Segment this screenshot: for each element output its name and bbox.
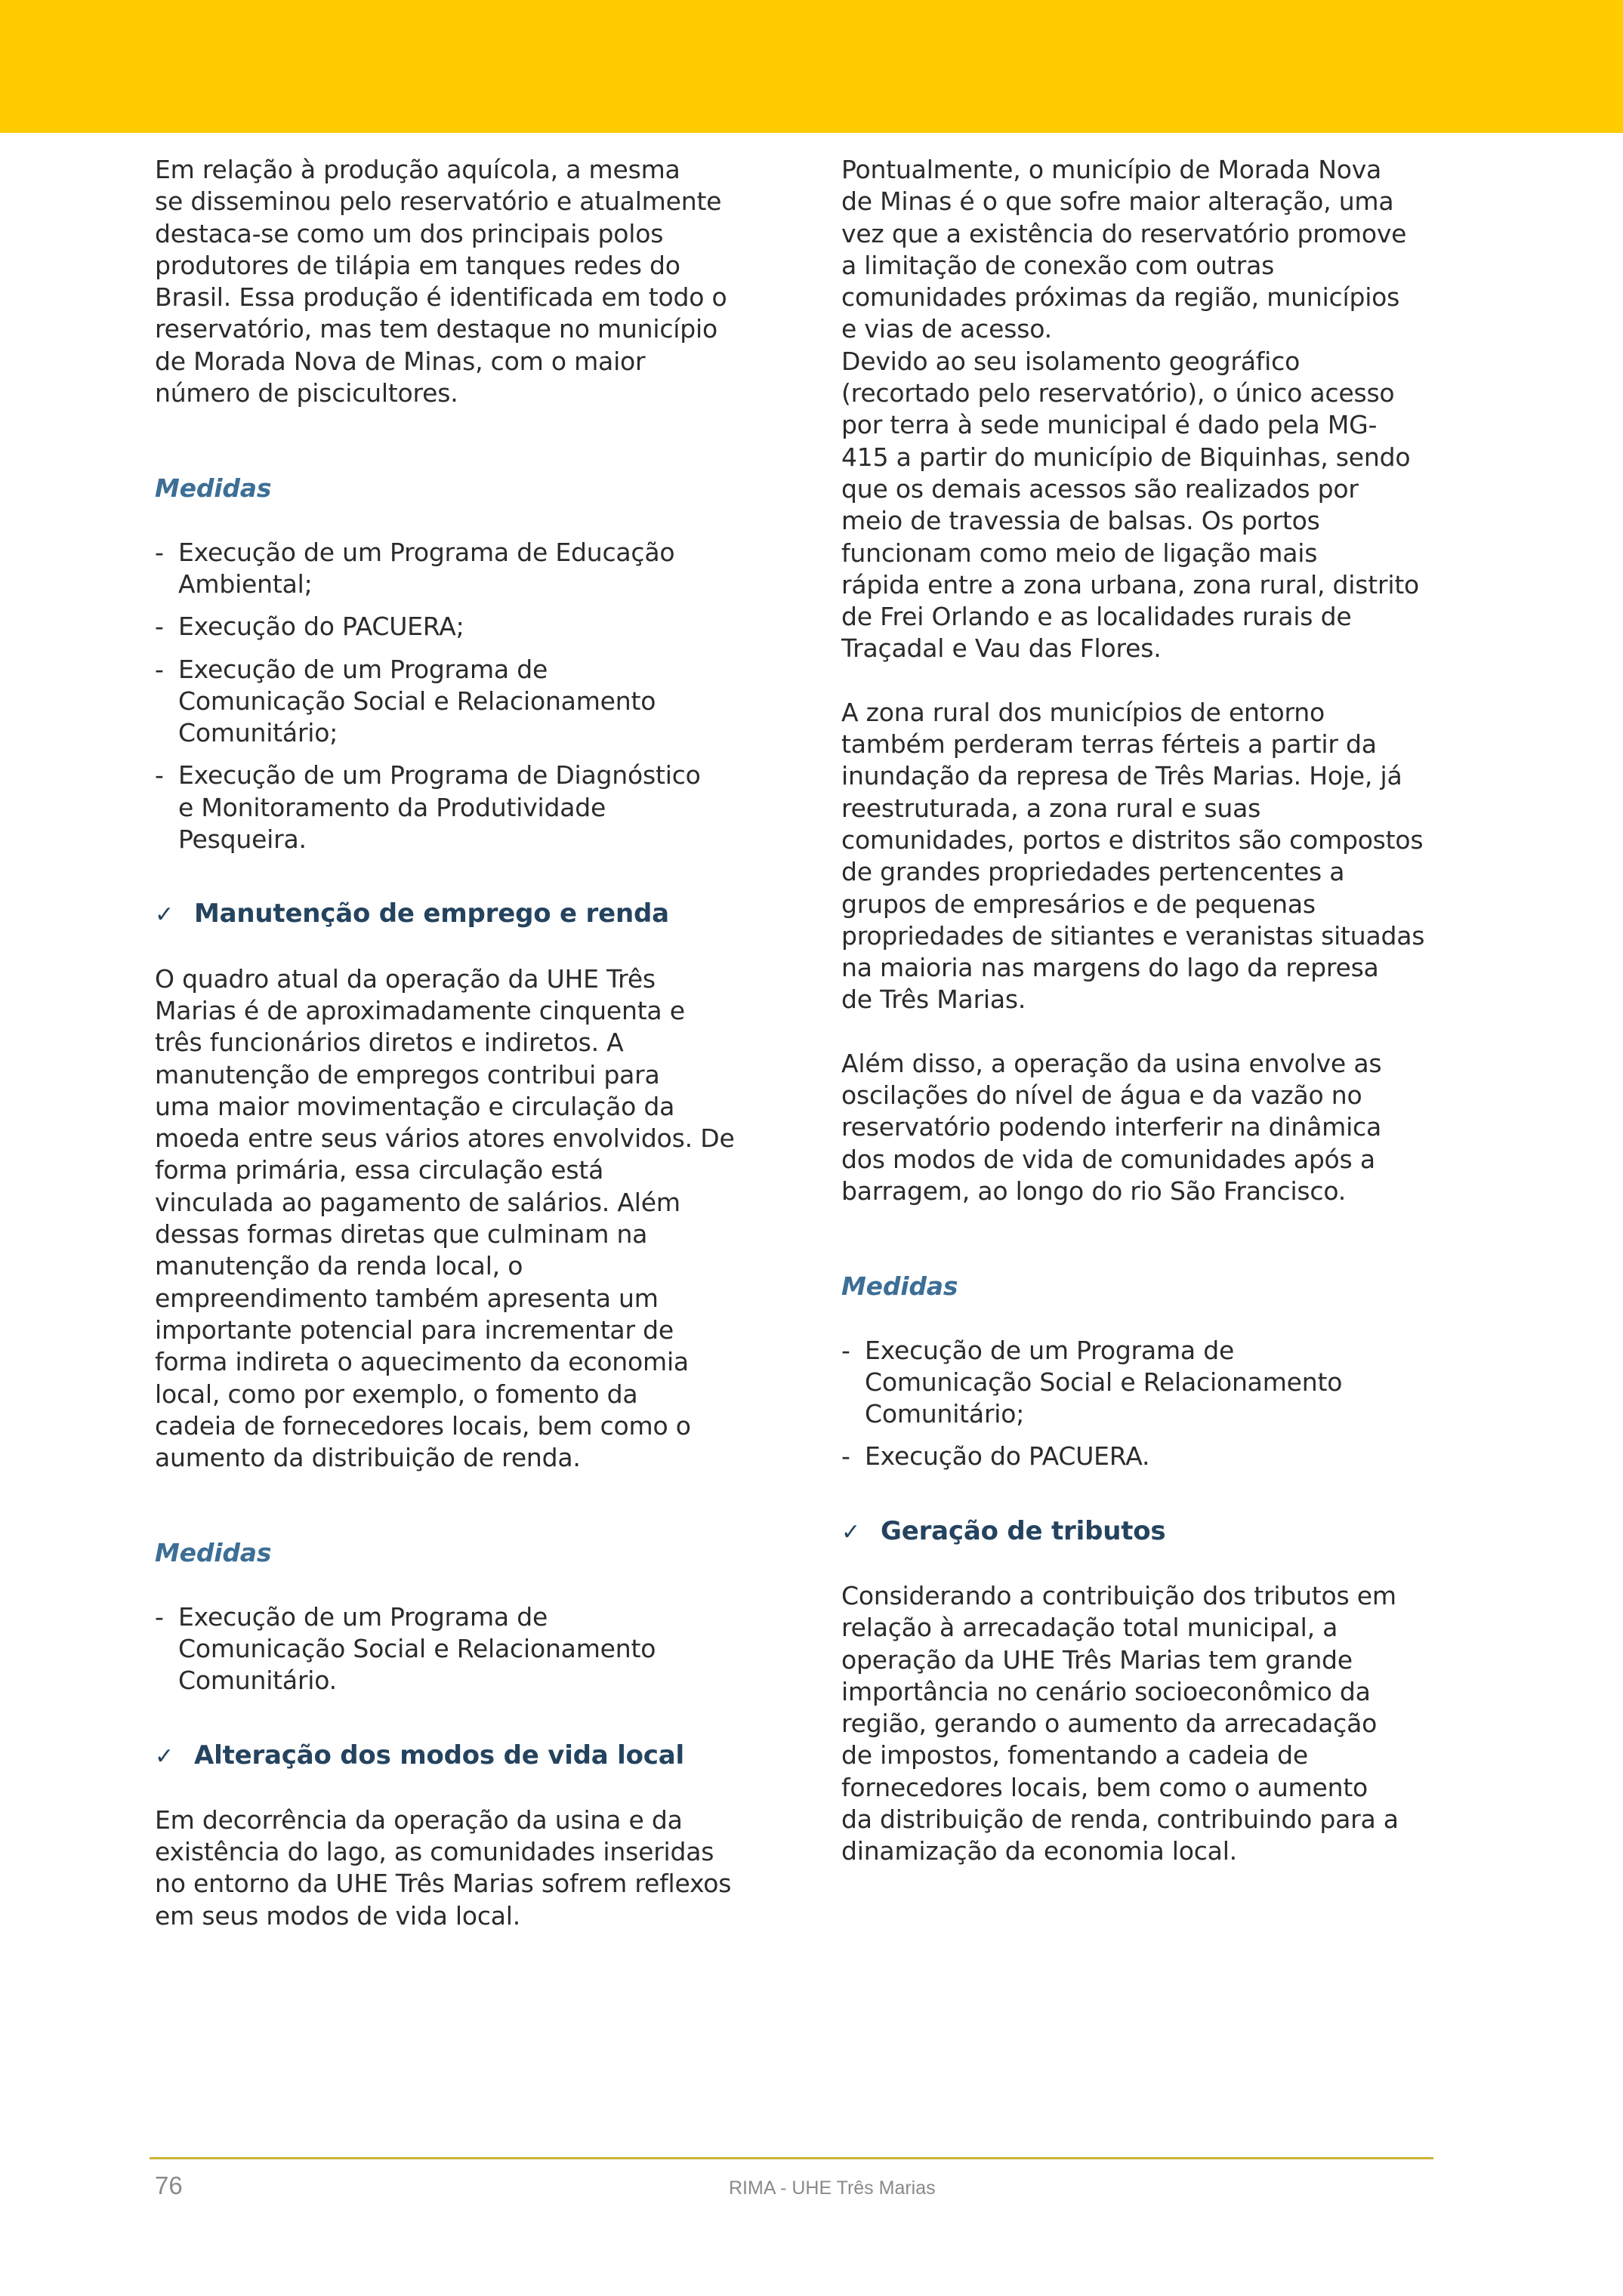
checkmark-icon: ✓ <box>155 1743 174 1770</box>
list-item: - Execução de um Programa de Comunicação Social e Relacionamento Comunitário; <box>841 1335 1343 1429</box>
modos-de-vida-paragraph: Em decorrência da operação da usina e da existência do lago, as comunidades inseridas no entorno da UHE Três Marias sofrem reflexos em seus modos de vida local. <box>155 1804 732 1931</box>
tributos-paragraph: Considerando a contribuição dos tributos em relação à arrecadação total municipal, a operação da UHE Três Marias tem grande importância no cenário socioeconômico da região, gerando o aumento da arrecadação de impostos, fomentando a cadeia de fornecedores locais, bem como o aumento da distribuição de renda, contribuindo para a dinamização da economia local. <box>841 1580 1399 1866</box>
list-item: - Execução de um Programa de Comunicação Social e Relacionamento Comunitário. <box>155 1601 656 1696</box>
right-column <box>841 154 1446 1868</box>
medidas-heading: Medidas <box>841 1271 958 1302</box>
section-title-emprego: ✓ Manutenção de emprego e renda <box>155 898 759 931</box>
section-title-tributos: ✓ Geração de tributos <box>841 1515 1446 1549</box>
emprego-paragraph: O quadro atual da operação da UHE Três Marias é de aproximadamente cinquenta e três funcionários diretos e indiretos. A manutenção de empregos contribui para uma maior movimentação e circulação da moeda entre seus vários atores envolvidos. De forma primária, essa circulação está vinculada ao pagamento de salários. Além dessas formas diretas que culminam na manutenção da renda local, o empreendimento também apresenta um importante potencial para incrementar de forma indireta o aquecimento da economia local, como por exemplo, o fomento da cadeia de fornecedores locais, bem como o aumento da distribuição de renda. <box>155 963 735 1473</box>
left-column <box>155 154 759 1932</box>
checkmark-icon: ✓ <box>841 1518 860 1546</box>
medidas-list <box>841 1335 1446 1473</box>
list-item: - Execução de um Programa de Comunicação Social e Relacionamento Comunitário; <box>155 654 656 748</box>
list-item: - Execução de um Programa de Educação Ambiental; <box>155 537 675 599</box>
isolamento-paragraph: Devido ao seu isolamento geográfico (recortado pelo reservatório), o único acesso por terra à sede municipal é dado pela MG- 415 a partir do município de Biquinhas, sendo que os demais acessos são realizados por meio de travessia de balsas. Os portos funcionam como meio de ligação mais rápida entre a zona urbana, zona rural, distrito de Frei Orlando e as localidades rurais de Traçadal e Vau das Flores. <box>841 346 1420 664</box>
checkmark-icon: ✓ <box>155 901 174 929</box>
medidas-heading: Medidas <box>155 1538 272 1568</box>
list-item: - Execução do PACUERA; <box>155 612 464 642</box>
footer-divider <box>150 2157 1433 2159</box>
footer-document-title: RIMA - UHE Três Marias <box>729 2177 936 2199</box>
medidas-heading: Medidas <box>155 473 272 504</box>
medidas-list <box>155 1601 759 1697</box>
page-number: 76 <box>155 2171 183 2199</box>
aquicultura-paragraph: Em relação à produção aquícola, a mesma se disseminou pelo reservatório e atualmente destaca-se como um dos principais polos produtores de tilápia em tanques redes do Brasil. Essa produção é identificada em todo o reservatório, mas tem destaque no município de Morada Nova de Minas, com o maior número de piscicultores. <box>155 155 727 408</box>
oscilacoes-paragraph: Além disso, a operação da usina envolve as oscilações do nível de água e da vazão no reservatório podendo interferir na dinâmica dos modos de vida de comunidades após a barragem, ao longo do rio São Francisco. <box>841 1048 1382 1206</box>
morada-nova-paragraph: Pontualmente, o município de Morada Nova de Minas é o que sofre maior alteração, uma vez que a existência do reservatório promove a limitação de conexão com outras comunidades próximas da região, municípios e vias de acesso. <box>841 155 1407 344</box>
zona-rural-paragraph: A zona rural dos municípios de entorno também perderam terras férteis a partir da inundação da represa de Três Marias. Hoje, já reestruturada, a zona rural e suas comunidades, portos e distritos são compostos de grandes propriedades pertencentes a grupos de empresários e de pequenas propriedades de sitiantes e veranistas situadas na maioria nas margens do lago da represa de Três Marias. <box>841 697 1425 1015</box>
header-color-band <box>0 0 1623 133</box>
section-title-modos-de-vida: ✓ Alteração dos modos de vida local <box>155 1740 759 1773</box>
list-item: - Execução de um Programa de Diagnóstico e Monitoramento da Produtividade Pesqueira. <box>155 760 701 855</box>
list-item: - Execução do PACUERA. <box>841 1441 1150 1472</box>
medidas-list <box>155 537 759 856</box>
